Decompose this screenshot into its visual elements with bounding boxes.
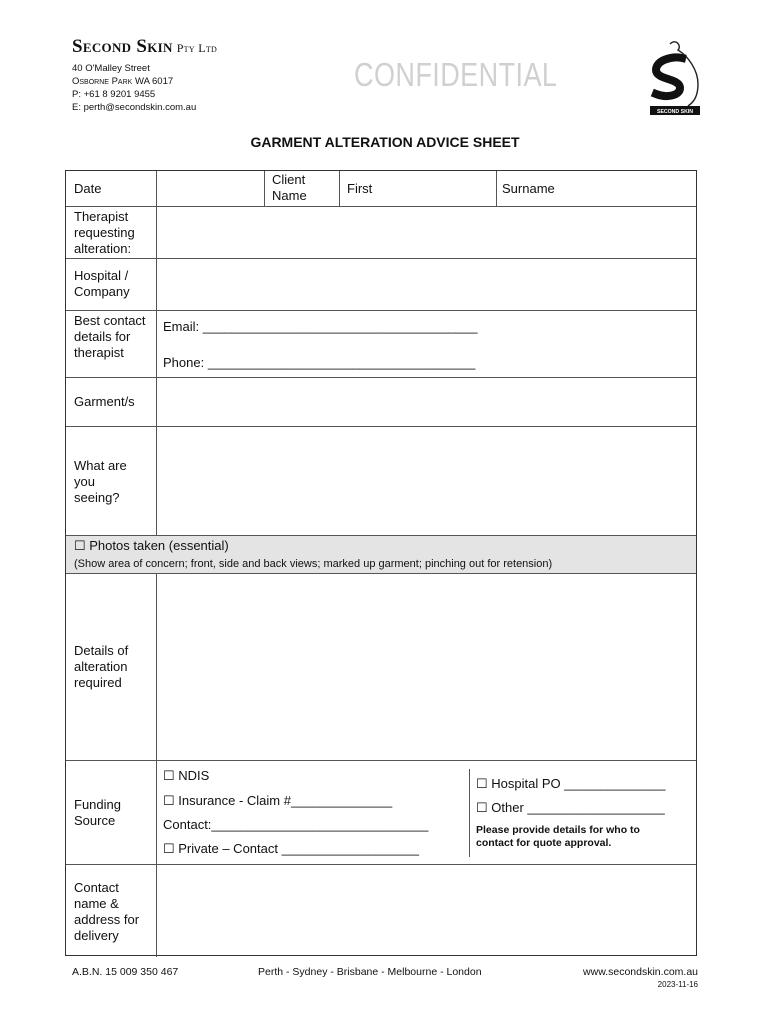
column-divider — [264, 171, 265, 206]
footer-abn: A.B.N. 15 009 350 467 — [72, 966, 179, 978]
date-field[interactable] — [161, 180, 259, 200]
funding-divider — [469, 769, 470, 857]
address-line1: 40 O'Malley Street — [72, 63, 150, 74]
private-checkbox[interactable]: ☐ Private – Contact ___________________ — [163, 841, 419, 856]
hospital-label: Hospital / Company — [74, 268, 130, 299]
funding-label: Funding Source — [74, 797, 121, 828]
garments-label: Garment/s — [74, 394, 135, 409]
logo-text: SECOND SKIN — [656, 109, 694, 115]
column-divider — [339, 171, 340, 206]
hospital-po-checkbox[interactable]: ☐ Hospital PO ______________ — [476, 776, 666, 791]
row-divider — [66, 206, 696, 207]
details-label: Details of alteration required — [74, 643, 129, 690]
therapist-email-field[interactable]: Email: ______________________________________ — [163, 319, 478, 334]
row-divider — [66, 573, 696, 574]
company-name-text: Second Skin — [72, 36, 173, 57]
first-name-label: First — [347, 181, 373, 196]
column-divider — [496, 171, 497, 206]
row-divider — [66, 864, 696, 865]
row-divider — [66, 760, 696, 761]
date-label: Date — [74, 181, 102, 196]
alteration-form — [65, 170, 697, 956]
hospital-field[interactable] — [161, 263, 691, 305]
seeing-label: What are you seeing? — [74, 458, 127, 505]
insurance-contact-field[interactable]: Contact:______________________________ — [163, 817, 429, 832]
row-divider — [66, 310, 696, 311]
quote-approval-note: Please provide details for who to contact for quote approval. — [476, 824, 640, 849]
company-address — [72, 62, 217, 114]
seeing-field[interactable] — [161, 431, 691, 531]
label-column-divider — [156, 573, 157, 957]
client-name-label: Client Name — [272, 172, 307, 203]
address-line2: Osborne Park WA 6017 — [72, 76, 174, 87]
company-phone: P: +61 8 9201 9455 — [72, 89, 156, 100]
row-divider — [66, 377, 696, 378]
garments-field[interactable] — [161, 382, 691, 422]
confidential-watermark: CONFIDENTIAL — [354, 56, 558, 93]
delivery-label: Contact name & address for delivery — [74, 880, 140, 943]
delivery-field[interactable] — [161, 869, 691, 951]
therapist-label: Therapist requesting alteration: — [74, 209, 135, 256]
row-divider — [66, 258, 696, 259]
row-divider — [66, 535, 696, 536]
company-email: E: perth@secondskin.com.au — [72, 102, 197, 113]
company-suffix: Pty Ltd — [176, 41, 218, 55]
row-divider — [66, 426, 696, 427]
footer-date: 2023-11-16 — [657, 980, 698, 989]
photos-note: (Show area of concern; front, side and back views; marked up garment; pinching out for retension) — [74, 558, 553, 570]
photos-checkbox[interactable]: ☐ Photos taken (essential) — [74, 538, 229, 553]
form-title: GARMENT ALTERATION ADVICE SHEET — [250, 134, 520, 150]
second-skin-logo — [648, 36, 702, 116]
company-name — [72, 36, 217, 58]
therapist-field[interactable] — [161, 211, 691, 253]
insurance-checkbox[interactable]: ☐ Insurance - Claim #______________ — [163, 793, 393, 808]
company-header — [72, 36, 217, 114]
footer-website: www.secondskin.com.au — [583, 966, 698, 978]
surname-label: Surname — [502, 181, 555, 196]
label-column-divider — [156, 171, 157, 535]
contact-details-label: Best contact details for therapist — [74, 313, 146, 360]
footer-cities: Perth - Sydney - Brisbane - Melbourne - London — [258, 966, 482, 978]
other-checkbox[interactable]: ☐ Other ___________________ — [476, 800, 665, 815]
ndis-checkbox[interactable]: ☐ NDIS — [163, 768, 210, 783]
therapist-phone-field[interactable]: Phone: _____________________________________ — [163, 355, 476, 370]
details-field[interactable] — [161, 578, 691, 756]
